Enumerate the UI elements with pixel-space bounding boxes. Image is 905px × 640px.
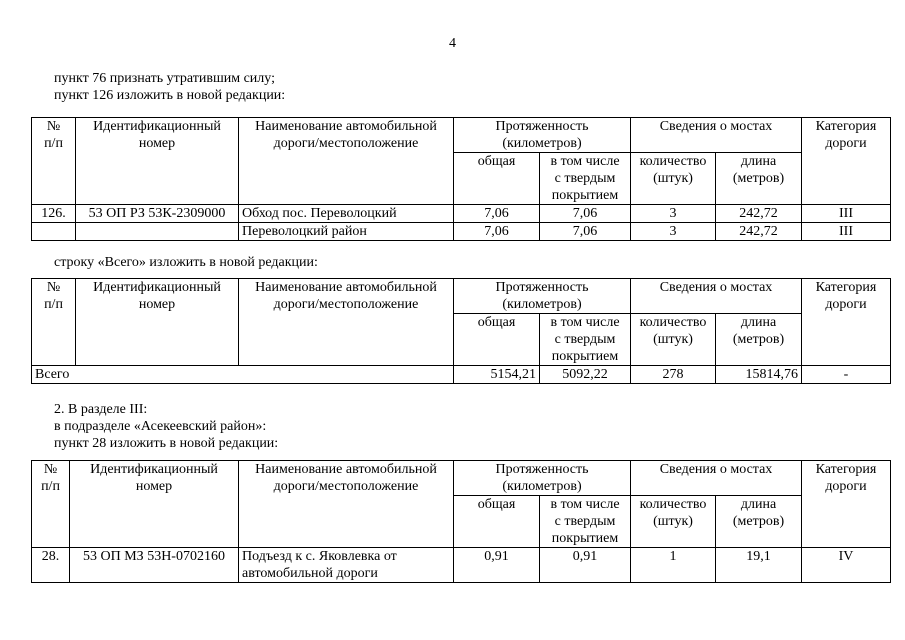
header-length: Протяженность (километров) [454,461,631,496]
table-header-row [32,279,891,314]
header-bridge-length: длина (метров) [716,153,802,205]
table-header-row [32,461,891,496]
cell-blen: 15814,76 [716,366,802,384]
cell-total-label: Всего [32,366,454,384]
table-row [32,223,891,241]
cell-paved: 5092,22 [540,366,631,384]
paragraph-subsection: в подразделе «Асекеевский район»: [54,419,267,434]
header-ident: Идентификационный номер [70,461,239,548]
header-bridge-length: длина (метров) [716,314,802,366]
cell-name: Обход пос. Переволоцкий [239,205,454,223]
paragraph-item-126: пункт 126 изложить в новой редакции: [54,88,286,103]
table-header-row [32,118,891,153]
header-name: Наименование автомобильной дороги/местоположение [239,279,454,366]
cell-blen: 19,1 [716,548,802,583]
cell-count: 1 [631,548,716,583]
cell-total: 7,06 [454,223,540,241]
table-row-total [32,366,891,384]
header-category: Категория дороги [802,279,891,366]
header-ident: Идентификационный номер [76,118,239,205]
header-total-length: общая [454,496,540,548]
header-bridges: Сведения о мостах [631,279,802,314]
header-category: Категория дороги [802,461,891,548]
header-bridges: Сведения о мостах [631,118,802,153]
cell-num [32,223,76,241]
paragraph-section-3: 2. В разделе III: [54,402,148,417]
cell-name: Подъезд к с. Яковлевка от автомобильной дороги [239,548,454,583]
header-length: Протяженность (километров) [454,118,631,153]
cell-category: III [802,223,891,241]
header-bridge-count: количество (штук) [631,496,716,548]
cell-total: 0,91 [454,548,540,583]
paragraph-item-28: пункт 28 изложить в новой редакции: [54,436,279,451]
cell-num: 28. [32,548,70,583]
header-num: № п/п [32,118,76,205]
paragraph-item-76: пункт 76 признать утратившим силу; [54,71,275,86]
cell-name: Переволоцкий район [239,223,454,241]
header-bridge-length: длина (метров) [716,496,802,548]
header-total-length: общая [454,314,540,366]
paragraph-total-row: строку «Всего» изложить в новой редакции: [54,255,318,270]
header-name: Наименование автомобильной дороги/местоположение [239,461,454,548]
cell-count: 3 [631,223,716,241]
table-item-126 [31,117,891,241]
cell-total: 7,06 [454,205,540,223]
cell-ident: 53 ОП МЗ 53Н-0702160 [70,548,239,583]
cell-count: 278 [631,366,716,384]
header-total-length: общая [454,153,540,205]
cell-ident [76,223,239,241]
page-number: 4 [449,36,456,51]
cell-blen: 242,72 [716,205,802,223]
table-item-28 [31,460,891,583]
cell-ident: 53 ОП РЗ 53К-2309000 [76,205,239,223]
header-paved: в том числе с твердым покрытием [540,496,631,548]
cell-total: 5154,21 [454,366,540,384]
cell-blen: 242,72 [716,223,802,241]
header-num: № п/п [32,461,70,548]
header-ident: Идентификационный номер [76,279,239,366]
cell-paved: 7,06 [540,205,631,223]
cell-paved: 7,06 [540,223,631,241]
header-paved: в том числе с твердым покрытием [540,314,631,366]
table-total [31,278,891,384]
header-num: № п/п [32,279,76,366]
cell-num: 126. [32,205,76,223]
cell-paved: 0,91 [540,548,631,583]
header-paved: в том числе с твердым покрытием [540,153,631,205]
header-bridge-count: количество (штук) [631,153,716,205]
header-bridge-count: количество (штук) [631,314,716,366]
cell-category: III [802,205,891,223]
cell-category: IV [802,548,891,583]
cell-category: - [802,366,891,384]
cell-count: 3 [631,205,716,223]
header-name: Наименование автомобильной дороги/местоположение [239,118,454,205]
header-bridges: Сведения о мостах [631,461,802,496]
header-length: Протяженность (километров) [454,279,631,314]
table-row [32,205,891,223]
header-category: Категория дороги [802,118,891,205]
table-row [32,548,891,583]
